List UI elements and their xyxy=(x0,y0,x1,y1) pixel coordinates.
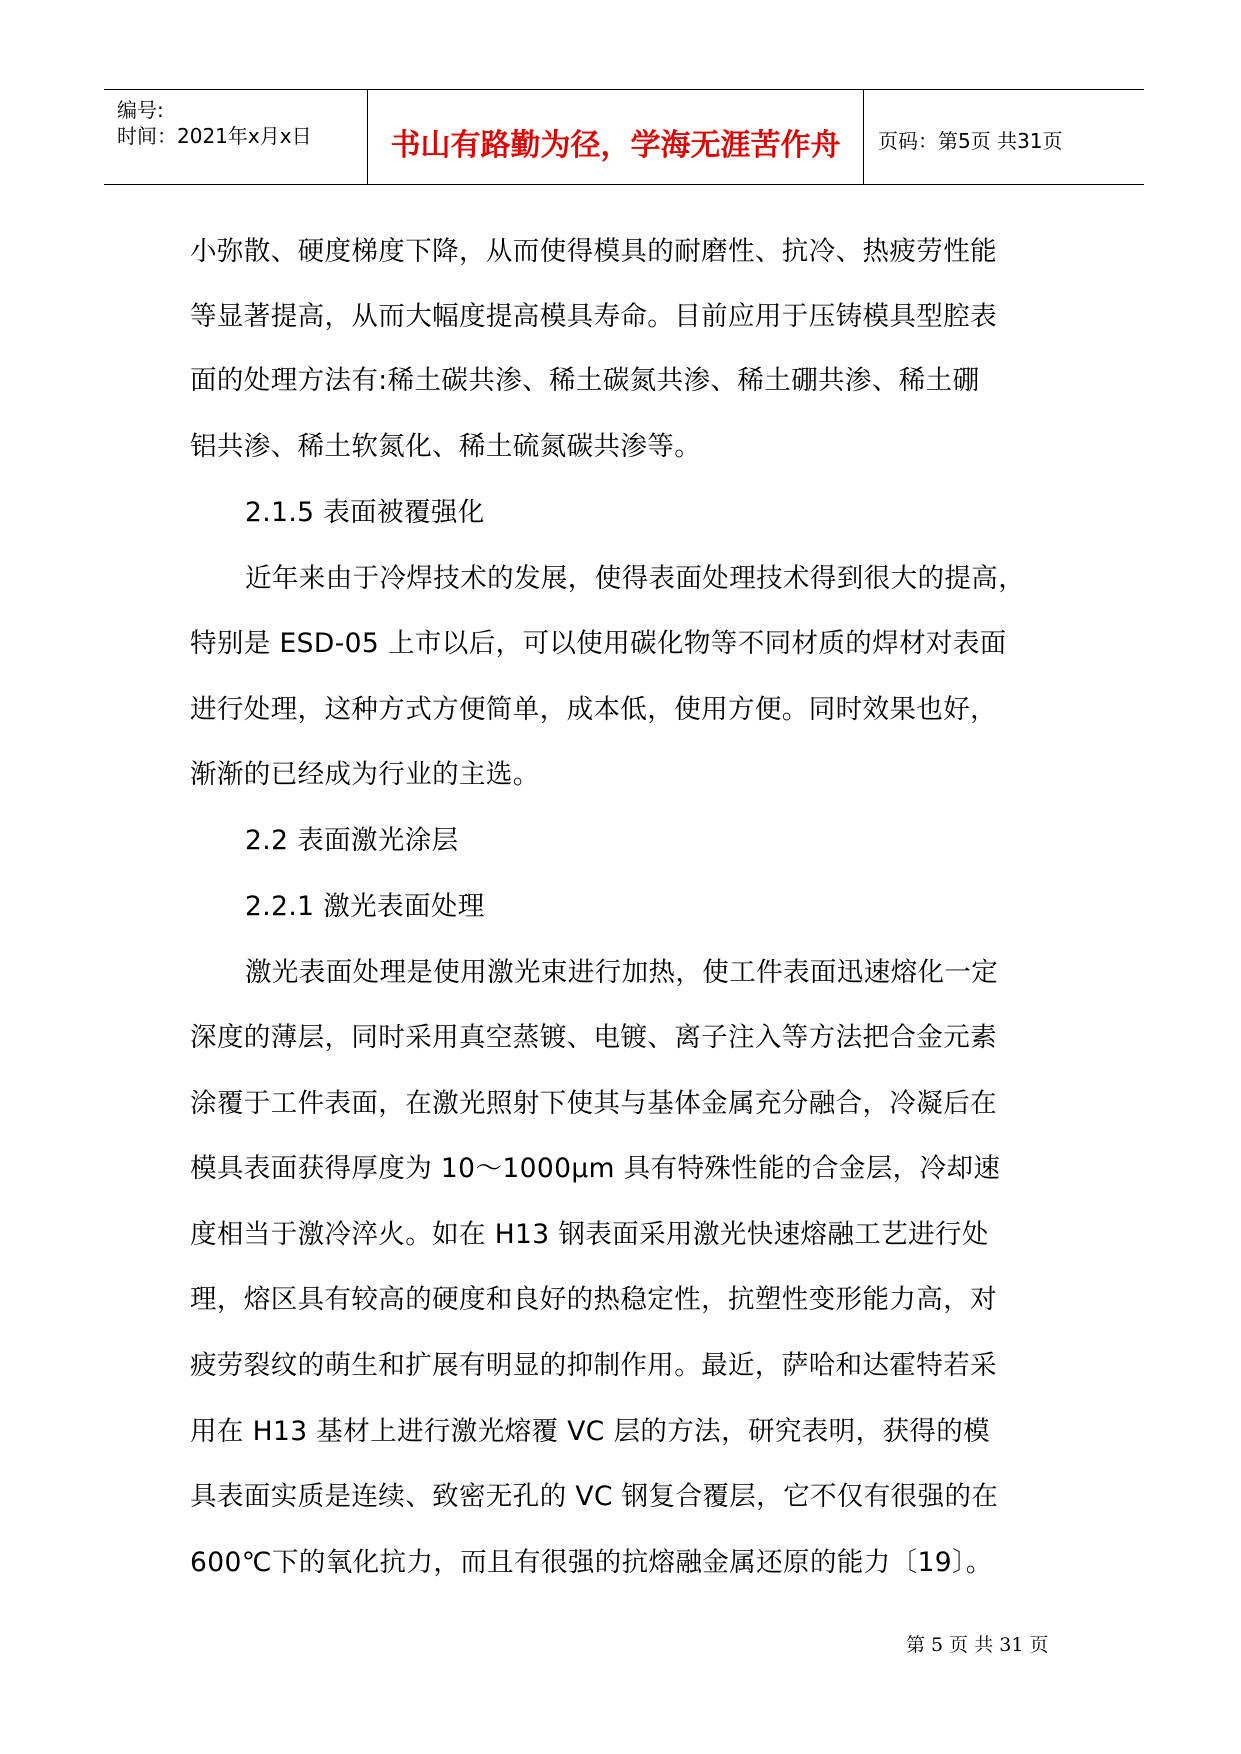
paragraph-line: 等显著提高，从而大幅度提高模具寿命。目前应用于压铸模具型腔表 xyxy=(190,301,997,332)
section-heading-2-2-1: 2.2.1 激光表面处理 xyxy=(245,891,485,922)
paragraph-line: 深度的薄层，同时采用真空蒸镀、电镀、离子注入等方法把合金元素 xyxy=(190,1022,997,1053)
header-left-cell xyxy=(104,90,368,184)
page-footer: 第 5 页 共 31 页 xyxy=(906,1634,1049,1656)
paragraph-line: 涂覆于工件表面，在激光照射下使其与基体金属充分融合，冷凝后在 xyxy=(190,1088,997,1119)
paragraph-line: 用在 H13 基材上进行激光熔覆 VC 层的方法，研究表明，获得的模 xyxy=(190,1416,991,1447)
paragraph-line: 铝共渗、稀土软氮化、稀土硫氮碳共渗等。 xyxy=(190,431,702,462)
paragraph-line: 模具表面获得厚度为 10～1000μm 具有特殊性能的合金层，冷却速 xyxy=(190,1153,1001,1184)
paragraph-line: 渐渐的已经成为行业的主选。 xyxy=(190,759,540,790)
paragraph-line: 度相当于激冷淬火。如在 H13 钢表面采用激光快速熔融工艺进行处 xyxy=(190,1219,989,1250)
paragraph-line: 特别是 ESD-05 上市以后，可以使用碳化物等不同材质的焊材对表面 xyxy=(190,628,1007,659)
section-heading-2-2: 2.2 表面激光涂层 xyxy=(245,825,459,856)
paragraph-line: 激光表面处理是使用激光束进行加热，使工件表面迅速熔化一定 xyxy=(245,957,999,988)
paragraph-line: 理，熔区具有较高的硬度和良好的热稳定性，抗塑性变形能力高，对 xyxy=(190,1284,997,1315)
paragraph-line: 面的处理方法有:稀土碳共渗、稀土碳氮共渗、稀土硼共渗、稀土硼 xyxy=(190,365,980,396)
header-motto-cell xyxy=(368,90,864,184)
paragraph-line: 进行处理，这种方式方便简单，成本低，使用方便。同时效果也好， xyxy=(190,694,997,725)
paragraph-line: 近年来由于冷焊技术的发展，使得表面处理技术得到很大的提高， xyxy=(245,563,1026,594)
paragraph-line: 具表面实质是连续、致密无孔的 VC 钢复合覆层，它不仅有很强的在 xyxy=(190,1481,999,1512)
header-page-cell xyxy=(864,90,1144,184)
paragraph-line: 疲劳裂纹的萌生和扩展有明显的抑制作用。最近，萨哈和达霍特若采 xyxy=(190,1350,997,1381)
paragraph-line: 小弥散、硬度梯度下降，从而使得模具的耐磨性、抗冷、热疲劳性能 xyxy=(190,236,997,267)
header-page-info: 页码：第5页 共31页 xyxy=(878,129,1063,153)
section-heading-2-1-5: 2.1.5 表面被覆强化 xyxy=(245,497,485,528)
paragraph-line: 600℃下的氧化抗力，而且有很强的抗熔融金属还原的能力〔19〕。 xyxy=(190,1547,993,1578)
document-number-label: 编号: xyxy=(117,98,164,122)
document-date: 时间：2021年x月x日 xyxy=(117,124,312,148)
header-motto: 书山有路勤为径，学海无涯苦作舟 xyxy=(390,128,841,163)
page-header xyxy=(104,89,1144,185)
